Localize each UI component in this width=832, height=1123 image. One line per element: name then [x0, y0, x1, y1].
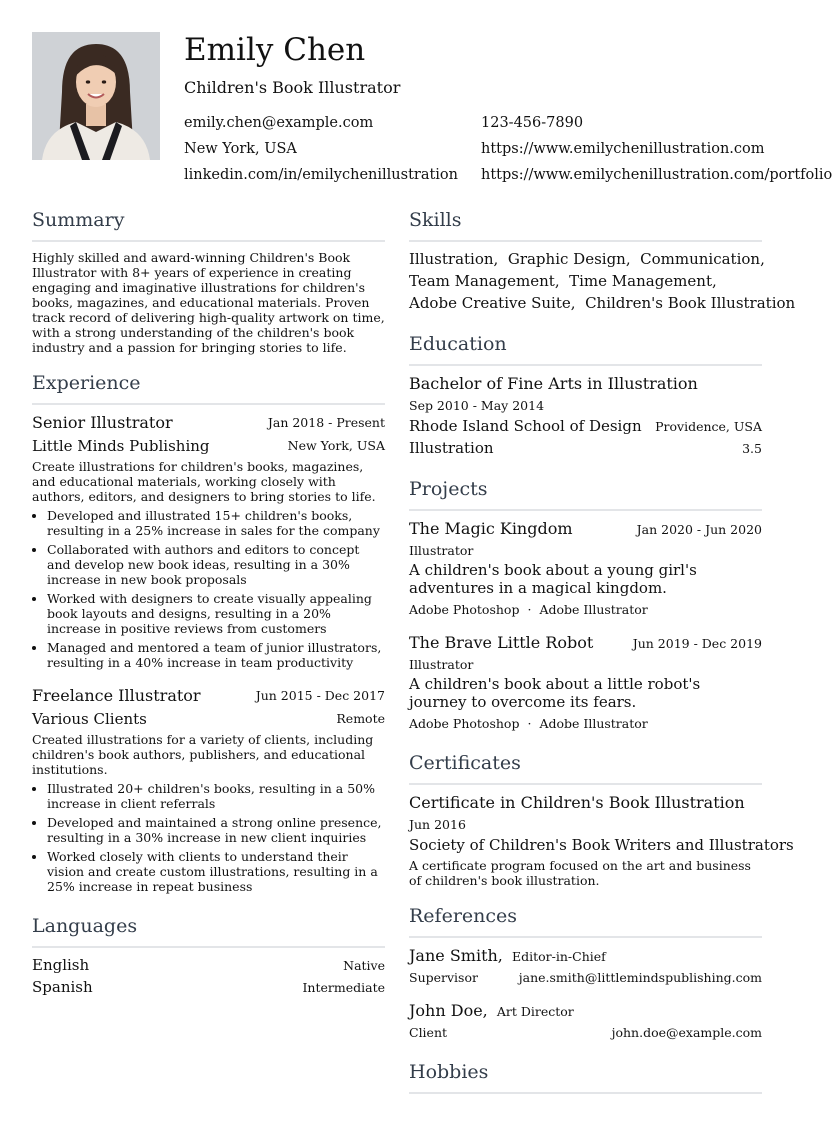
certificates-heading: Certificates: [409, 752, 521, 774]
certificate-date: Jun 2016: [409, 817, 466, 832]
references-heading: References: [409, 905, 518, 927]
certificate-description: A certificate program focused on the art and business of children's book illustration.: [409, 858, 751, 888]
portfolio-link[interactable]: https://www.emilychenillustration.com/portfolio: [481, 167, 832, 183]
portrait-illustration: [32, 32, 160, 160]
hobbies-heading: Hobbies: [409, 1061, 489, 1083]
references-divider: [409, 936, 762, 938]
reference-contact[interactable]: john.doe@example.com: [611, 1025, 762, 1040]
job-description: Create illustrations for children's books, magazines, and educational materials, working closely with authors, editors, and designers to bring stories to life.: [32, 459, 376, 504]
list-item: • Worked closely with clients to understand their vision and create custom illustrations, resulting in a 25% increase in repeat business: [47, 849, 385, 894]
list-item: • Developed and maintained a strong online presence, resulting in a 30% increase in new client inquiries: [47, 815, 385, 845]
location: New York, USA: [184, 141, 297, 157]
education-dates: Sep 2010 - May 2014: [409, 398, 545, 413]
phone-link[interactable]: 123-456-7890: [481, 115, 584, 131]
tool-tag: Adobe Illustrator: [539, 716, 648, 731]
school-location: Providence, USA: [655, 419, 762, 434]
summary-text: Highly skilled and award-winning Children's Book Illustrator with 8+ years of experience in creating engaging and imaginative illustrations for children's books, magazines, and educational materials. Proven track record of delivering high-quality artwork on time, with a strong understanding of the children's book industry and a passion for bringing stories to life.: [32, 250, 385, 355]
job-title: Freelance Illustrator: [32, 686, 201, 705]
certificates-divider: [409, 783, 762, 785]
job-location: New York, USA: [287, 438, 385, 453]
school-name: Rhode Island School of Design: [409, 417, 642, 435]
skills-heading: Skills: [409, 209, 462, 231]
job-title: Senior Illustrator: [32, 413, 173, 432]
project-tools: [409, 716, 648, 732]
list-item: • Collaborated with authors and editors to concept and develop new book ideas, resulting in a 30% increase in new book proposals: [47, 542, 385, 587]
skills-line: Team Management, Time Management,: [409, 272, 717, 290]
project-role: Illustrator: [409, 657, 474, 672]
job-company: Various Clients: [32, 710, 147, 728]
list-item: • Developed and illustrated 15+ children's books, resulting in a 25% increase in sales for the company: [47, 508, 385, 538]
language-name: Spanish: [32, 978, 93, 996]
summary-divider: [32, 240, 385, 242]
project-dates: Jun 2019 - Dec 2019: [632, 636, 762, 651]
language-level: Intermediate: [302, 980, 385, 995]
reference-contact[interactable]: jane.smith@littlemindspublishing.com: [518, 970, 762, 985]
skills-divider: [409, 240, 762, 242]
experience-divider: [32, 403, 385, 405]
tool-tag: Adobe Photoshop: [409, 716, 520, 731]
language-level: Native: [343, 958, 385, 973]
list-item: • Illustrated 20+ children's books, resulting in a 50% increase in client referrals: [47, 781, 385, 811]
languages-divider: [32, 946, 385, 948]
reference-title: Art Director: [496, 1004, 574, 1019]
job-achievements: [32, 781, 385, 898]
middle-dot-icon: ·: [527, 716, 532, 731]
job-location: Remote: [336, 711, 385, 726]
website-link[interactable]: https://www.emilychenillustration.com: [481, 141, 765, 157]
project-name: The Magic Kingdom: [409, 519, 573, 538]
project-description: A children's book about a little robot's journey to overcome its fears.: [409, 675, 701, 711]
gpa-score: 3.5: [742, 441, 762, 456]
degree: Bachelor of Fine Arts in Illustration: [409, 374, 698, 393]
education-divider: [409, 364, 762, 366]
reference-name: John Doe,: [409, 1001, 488, 1020]
project-role: Illustrator: [409, 543, 474, 558]
reference-header: [409, 946, 606, 966]
certificate-name: Certificate in Children's Book Illustration: [409, 793, 745, 812]
profile-photo: [32, 32, 160, 160]
reference-title: Editor-in-Chief: [511, 949, 606, 964]
projects-heading: Projects: [409, 478, 488, 500]
project-tools: [409, 602, 648, 618]
projects-divider: [409, 509, 762, 511]
middle-dot-icon: ·: [527, 602, 532, 617]
tool-tag: Adobe Photoshop: [409, 602, 520, 617]
project-dates: Jan 2020 - Jun 2020: [636, 522, 762, 537]
summary-heading: Summary: [32, 209, 125, 231]
job-description: Created illustrations for a variety of clients, including children's book authors, publishers, and educational institutions.: [32, 732, 374, 777]
full-name: Emily Chen: [184, 32, 366, 68]
job-achievements: [32, 508, 385, 674]
education-heading: Education: [409, 333, 507, 355]
tool-tag: Adobe Illustrator: [539, 602, 648, 617]
reference-name: Jane Smith,: [409, 946, 503, 965]
job-dates: Jan 2018 - Present: [267, 415, 385, 430]
reference-header: [409, 1001, 574, 1021]
list-item: • Managed and mentored a team of junior illustrators, resulting in a 40% increase in team productivity: [47, 640, 385, 670]
email-link[interactable]: emily.chen@example.com: [184, 115, 374, 131]
reference-relation: Supervisor: [409, 970, 478, 985]
languages-heading: Languages: [32, 915, 138, 937]
hobbies-divider: [409, 1092, 762, 1094]
experience-heading: Experience: [32, 372, 141, 394]
certificate-issuer: Society of Children's Book Writers and Illustrators: [409, 836, 794, 854]
job-company: Little Minds Publishing: [32, 437, 210, 455]
language-name: English: [32, 956, 90, 974]
headline: Children's Book Illustrator: [184, 78, 401, 97]
field-of-study: Illustration: [409, 439, 494, 457]
project-description: A children's book about a young girl's adventures in a magical kingdom.: [409, 561, 697, 597]
skills-line: Adobe Creative Suite, Children's Book Illustration: [409, 294, 796, 312]
linkedin-link[interactable]: linkedin.com/in/emilychenillustration: [184, 167, 458, 183]
reference-relation: Client: [409, 1025, 448, 1040]
project-name: The Brave Little Robot: [409, 633, 594, 652]
job-dates: Jun 2015 - Dec 2017: [255, 688, 385, 703]
skills-line: Illustration, Graphic Design, Communication,: [409, 250, 765, 268]
list-item: • Worked with designers to create visually appealing book layouts and designs, resulting in a 20% increase in positive reviews from customers: [47, 591, 385, 636]
